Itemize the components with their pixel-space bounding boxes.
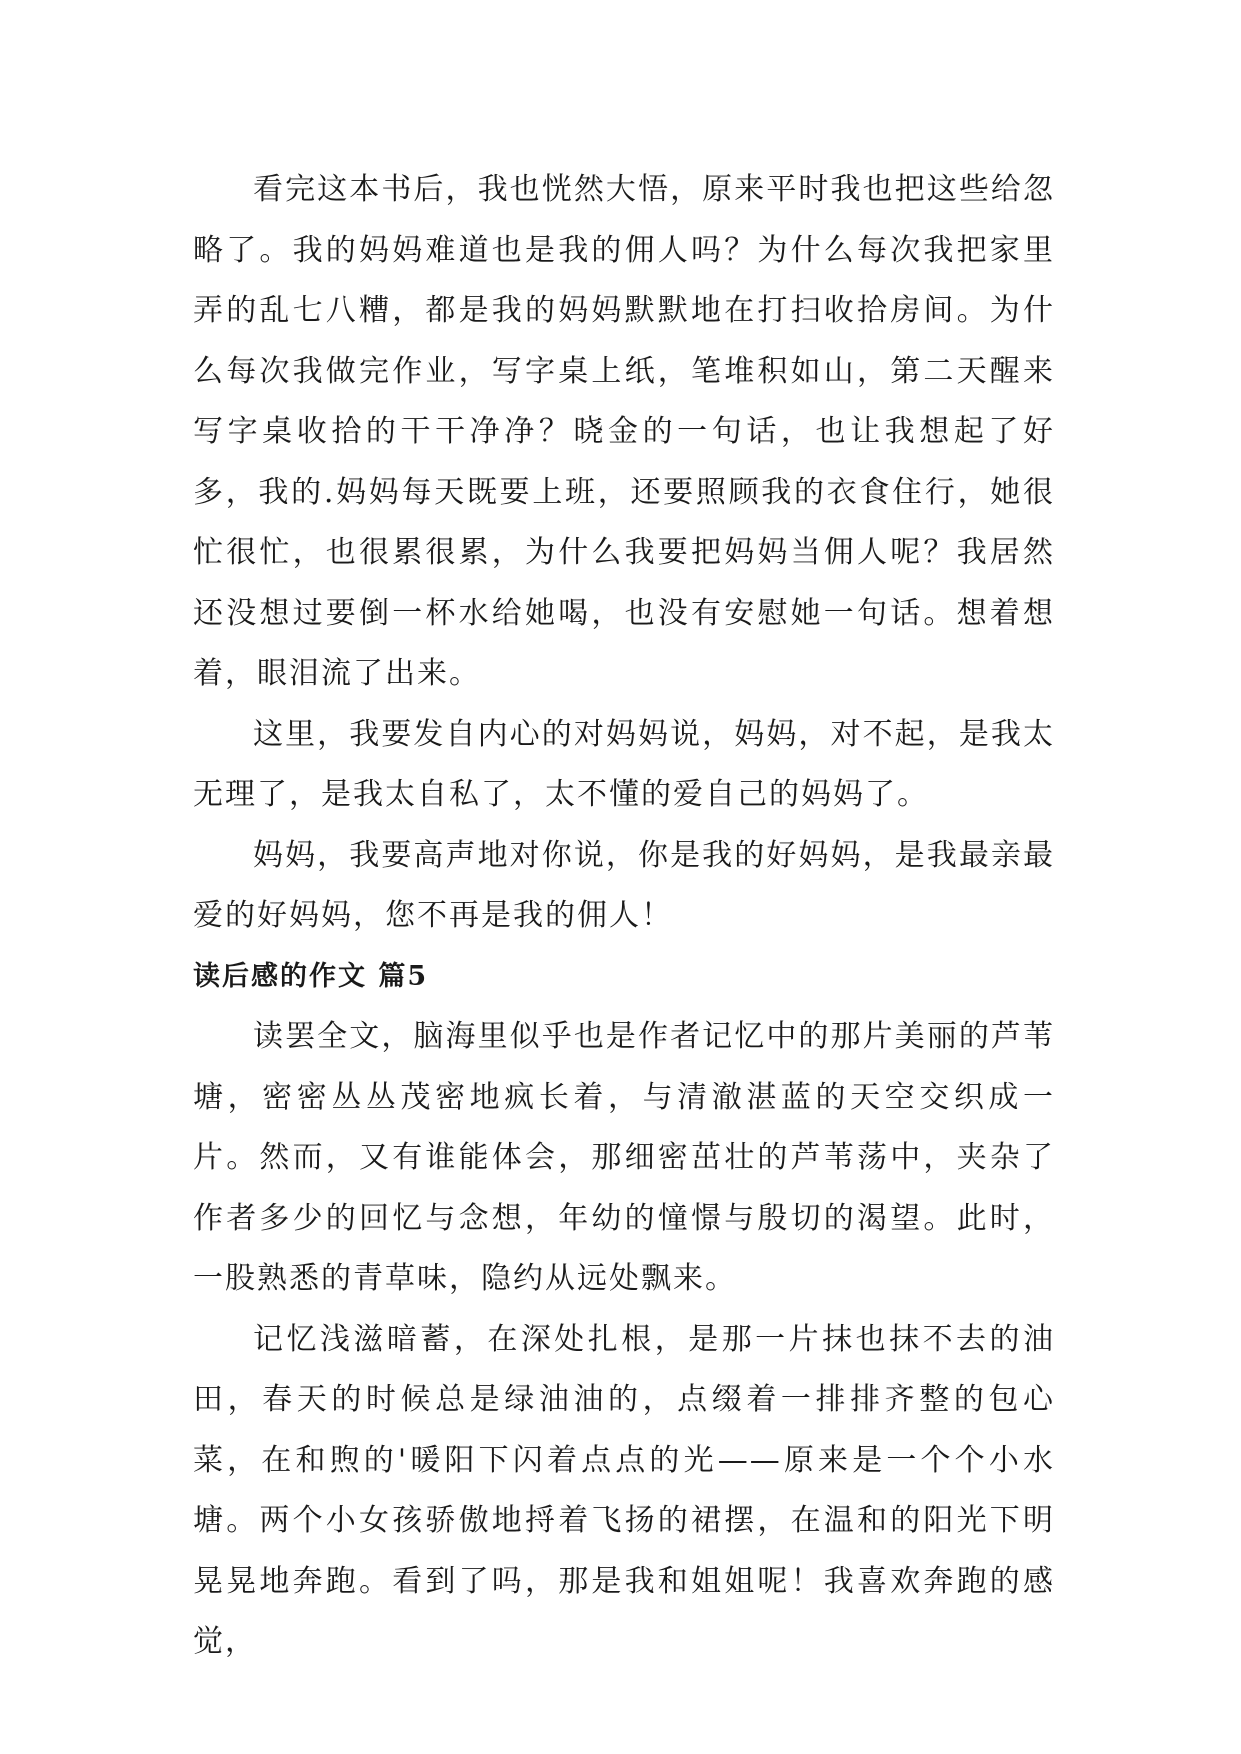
section-heading: 读后感的作文 篇5 bbox=[193, 960, 429, 992]
paragraph: 看完这本书后，我也恍然大悟，原来平时我也把这些给忽略了。我的妈妈难道也是我的佣人吗？为什么每次我把家里弄的乱七八糟，都是我的妈妈默默地在打扫收拾房间。为什么每次我做完作业，写字桌上纸，笔堆积如山，第二天醒来写字桌收拾的干干净净？晓金的一句话，也让我想起了好多，我的.妈妈每天既要上班，还要照顾我的衣食住行，她很忙很忙，也很累很累，为什么我要把妈妈当佣人呢？我居然还没想过要倒一杯水给她喝，也没有安慰她一句话。想着想着，眼泪流了出来。 bbox=[193, 172, 1055, 691]
paragraph: 这里，我要发自内心的对妈妈说，妈妈，对不起，是我太无理了，是我太自私了，太不懂的爱自己的妈妈了。 bbox=[193, 716, 1055, 812]
paragraph: 妈妈，我要高声地对你说，你是我的好妈妈，是我最亲最爱的好妈妈，您不再是我的佣人！ bbox=[193, 837, 1055, 933]
paragraph: 读罢全文，脑海里似乎也是作者记忆中的那片美丽的芦苇塘，密密丛丛茂密地疯长着，与清澈湛蓝的天空交织成一片。然而，又有谁能体会，那细密茁壮的芦苇荡中，夹杂了作者多少的回忆与念想，年幼的憧憬与殷切的渴望。此时，一股熟悉的青草味，隐约从远处飘来。 bbox=[193, 1019, 1055, 1296]
document-page bbox=[193, 160, 1055, 1673]
paragraph: 记忆浅滋暗蓄，在深处扎根，是那一片抹也抹不去的油田，春天的时候总是绿油油的，点缀着一排排齐整的包心菜，在和煦的'暖阳下闪着点点的光——原来是一个个小水塘。两个小女孩骄傲地捋着飞扬的裙摆，在温和的阳光下明晃晃地奔跑。看到了吗，那是我和姐姐呢！我喜欢奔跑的感觉， bbox=[193, 1321, 1055, 1659]
